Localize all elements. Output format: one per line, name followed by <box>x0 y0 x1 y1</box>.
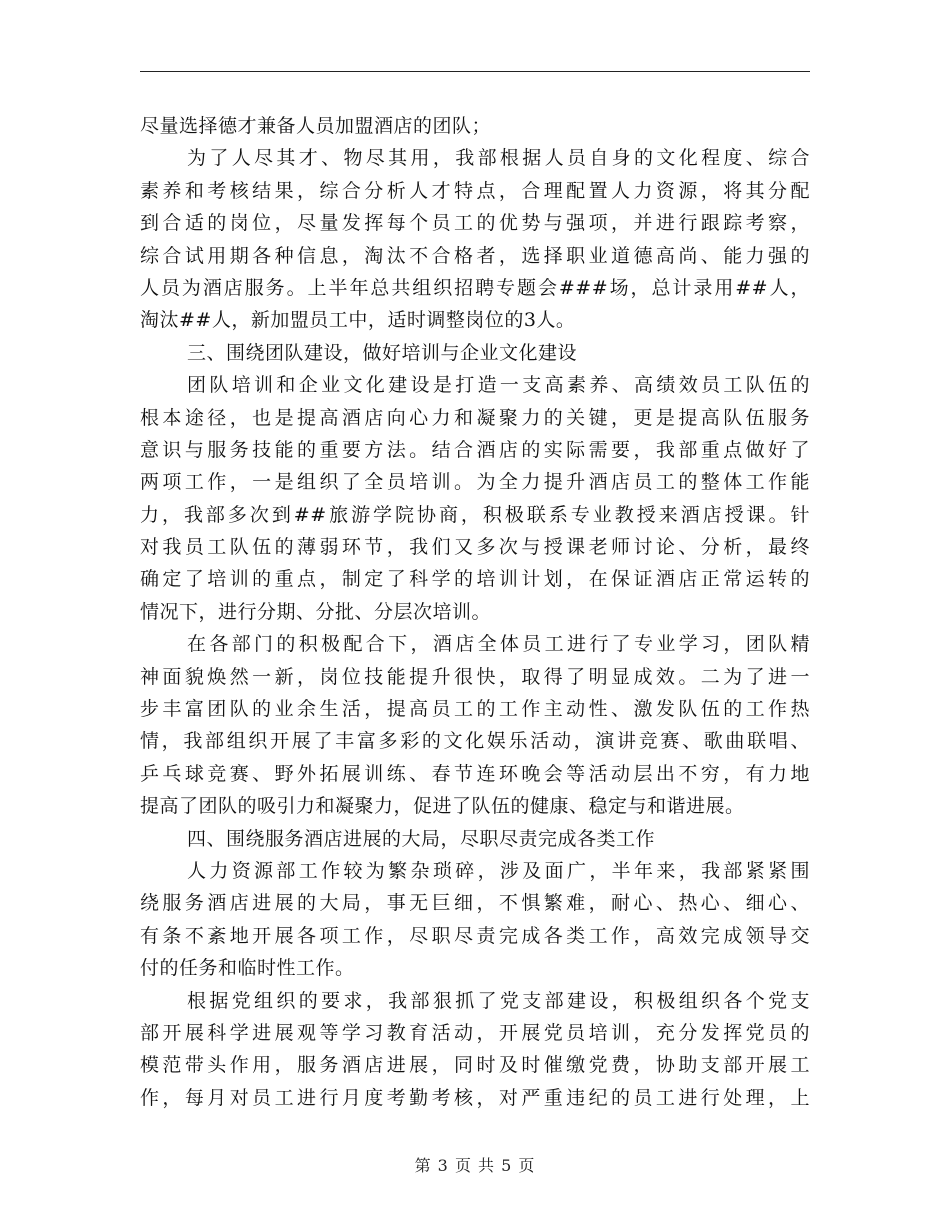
text-line: 步丰富团队的业余生活，提高员工的工作主动性、激发队伍的工作热 <box>140 698 810 721</box>
text-line: 为了人尽其才、物尽其用，我部根据人员自身的文化程度、综合 <box>187 147 810 170</box>
text-line: 模范带头作用，服务酒店进展，同时及时催缴党费，协助支部开展工 <box>140 1054 810 1077</box>
text-line: 神面貌焕然一新，岗位技能提升很快，取得了明显成效。二为了进一 <box>140 665 810 688</box>
paragraph <box>140 142 810 336</box>
paragraph <box>140 985 810 1115</box>
text-line: 三、围绕团队建设，做好培训与企业文化建设 <box>187 341 578 364</box>
text-line: 根本途径，也是提高酒店向心力和凝聚力的关键，更是提高队伍服务 <box>140 406 810 429</box>
text-line: 乒乓球竞赛、野外拓展训练、春节连环晚会等活动层出不穷，有力地 <box>140 762 810 785</box>
paragraph <box>140 337 810 369</box>
page-footer: 第 3 页 共 5 页 <box>414 1156 536 1175</box>
paragraph <box>140 628 810 822</box>
text-line: 根据党组织的要求，我部狠抓了党支部建设，积极组织各个党支 <box>187 989 810 1012</box>
text-line: 有条不紊地开展各项工作，尽职尽责完成各类工作，高效完成领导交 <box>140 924 810 947</box>
text-line: 对我员工队伍的薄弱环节，我们又多次与授课老师讨论、分析，最终 <box>140 536 810 559</box>
text-line: 尽量选择德才兼备人员加盟酒店的团队； <box>140 115 492 137</box>
text-line: 绕服务酒店进展的大局，事无巨细，不惧繁难，耐心、热心、细心、 <box>140 892 810 915</box>
text-line: 提高了团队的吸引力和凝聚力，促进了队伍的健康、稳定与和谐进展。 <box>140 795 745 818</box>
text-line: 力，我部多次到##旅游学院协商，积极联系专业教授来酒店授课。针 <box>140 503 810 526</box>
text-line: 部开展科学进展观等学习教育活动，开展党员培训，充分发挥党员的 <box>140 1021 810 1044</box>
text-line: 在各部门的积极配合下，酒店全体员工进行了专业学习，团队精 <box>187 633 810 656</box>
header-rule <box>140 71 810 72</box>
text-line: 两项工作，一是组织了全员培训。为全力提升酒店员工的整体工作能 <box>140 471 810 494</box>
text-line: 淘汰##人，新加盟员工中，适时调整岗位的3人。 <box>140 309 576 332</box>
text-line: 付的任务和临时性工作。 <box>140 957 355 980</box>
text-line: 情，我部组织开展了丰富多彩的文化娱乐活动，演讲竞赛、歌曲联唱、 <box>140 730 810 753</box>
text-line: 意识与服务技能的重要方法。结合酒店的实际需要，我部重点做好了 <box>140 438 810 461</box>
text-line: 到合适的岗位，尽量发挥每个员工的优势与强项，并进行跟踪考察， <box>140 212 810 235</box>
text-line: 人员为酒店服务。上半年总共组织招聘专题会###场，总计录用##人， <box>140 276 810 299</box>
text-line: 素养和考核结果，综合分析人才特点，合理配置人力资源，将其分配 <box>140 179 810 202</box>
paragraph <box>140 823 810 855</box>
paragraph <box>140 369 810 628</box>
text-line: 团队培训和企业文化建设是打造一支高素养、高绩效员工队伍的 <box>187 374 810 397</box>
text-line: 综合试用期各种信息，淘汰不合格者，选择职业道德高尚、能力强的 <box>140 244 810 267</box>
text-line: 四、围绕服务酒店进展的大局，尽职尽责完成各类工作 <box>187 827 656 850</box>
text-line: 作，每月对员工进行月度考勤考核，对严重违纪的员工进行处理，上 <box>140 1086 810 1109</box>
paragraph <box>140 110 810 142</box>
paragraph <box>140 855 810 985</box>
document-body <box>140 110 810 1114</box>
text-line: 情况下，进行分期、分批、分层次培训。 <box>140 600 492 623</box>
text-line: 人力资源部工作较为繁杂琐碎，涉及面广，半年来，我部紧紧围 <box>187 859 810 882</box>
text-line: 确定了培训的重点，制定了科学的培训计划，在保证酒店正常运转的 <box>140 568 810 591</box>
